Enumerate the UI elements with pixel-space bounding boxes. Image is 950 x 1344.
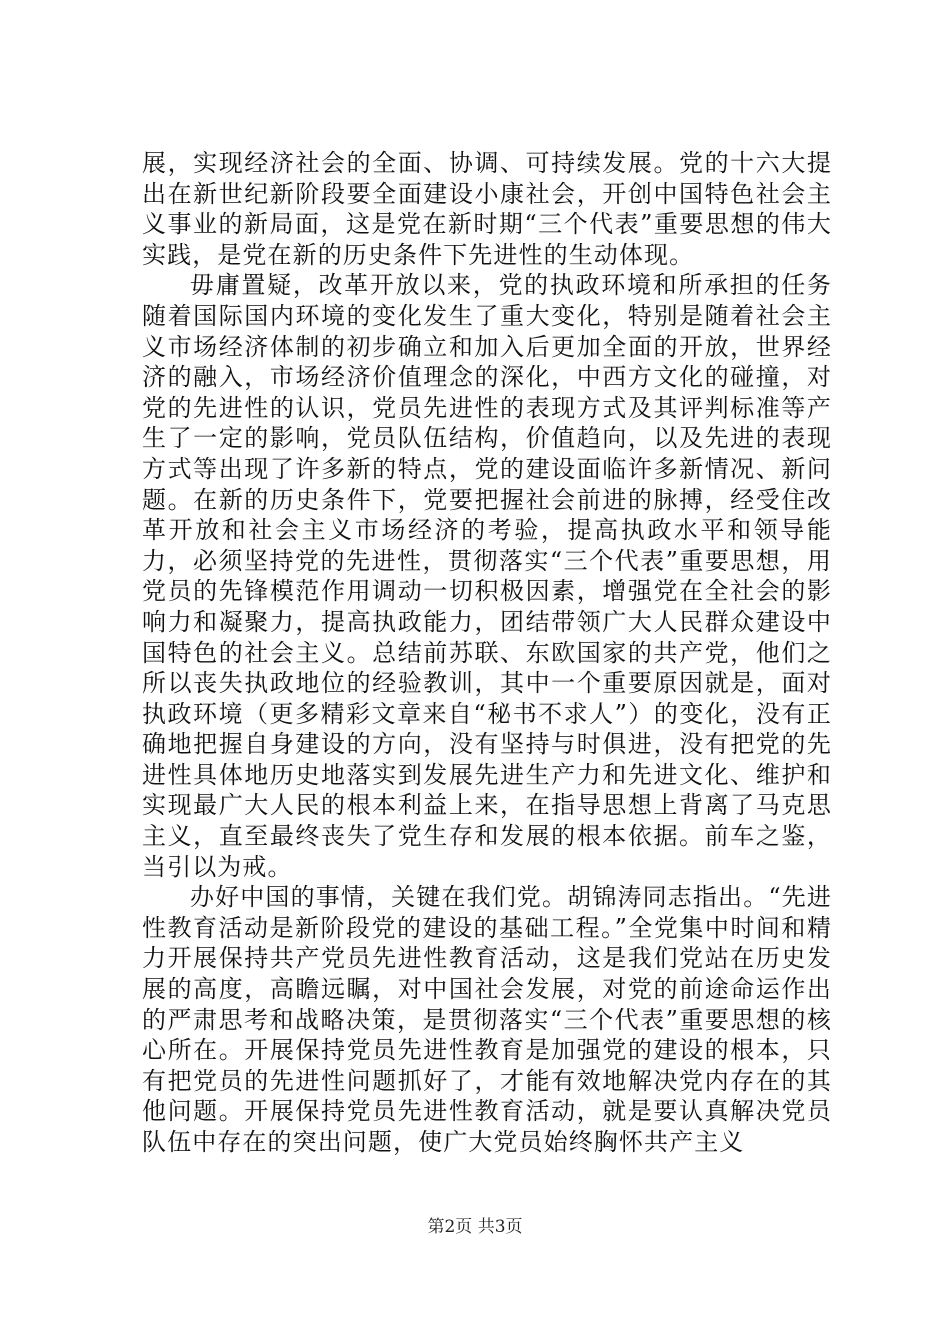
paragraph-2: 毋庸置疑，改革开放以来，党的执政环境和所承担的任务随着国际国内环境的变化发生了重大变化，特别是随着社会主义市场经济体制的初步确立和加入后更加全面的开放，世界经济的融入，市场经济价值理念的深化，中西方文化的碰撞，对党的先进性的认识，党员先进性的表现方式及其评判标准等产生了一定的影响，党员队伍结构，价值趋向，以及先进的表现方式等出现了许多新的特点，党的建设面临许多新情况、新问题。在新的历史条件下，党要把握社会前进的脉搏，经受住改革开放和社会主义市场经济的考验，提高执政水平和领导能力，必须坚持党的先进性，贯彻落实“三个代表”重要思想，用党员的先锋模范作用调动一切积极因素，增强党在全社会的影响力和凝聚力，提高执政能力，团结带领广大人民群众建设中国特色的社会主义。总结前苏联、东欧国家的共产党，他们之所以丧失执政地位的经验教训，其中一个重要原因就是，面对执政环境（更多精彩文章来自“秘书不求人”）的变化，没有正确地把握自身建设的方向，没有坚持与时俱进，没有把党的先进性具体地历史地落实到发展先进生产力和先进文化、维护和实现最广大人民的根本利益上来，在指导思想上背离了马克思主义，直至最终丧失了党生存和发展的根本依据。前车之鉴，当引以为戒。 (142, 271, 832, 881)
page-footer: 第2页 共3页 (427, 1217, 523, 1237)
paragraph-3: 办好中国的事情，关键在我们党。胡锦涛同志指出。“先进性教育活动是新阶段党的建设的基础工程。”全党集中时间和精力开展保持共产党员先进性教育活动，这是我们党站在历史发展的高度，高瞻远瞩，对中国社会发展，对党的前途命运作出的严肃思考和战略决策，是贯彻落实“三个代表”重要思想的核心所在。开展保持党员先进性教育是加强党的建设的根本，只有把党员的先进性问题抓好了，才能有效地解决党内存在的其他问题。开展保持党员先进性教育活动，就是要认真解决党员队伍中存在的突出问题，使广大党员始终胸怀共产主义 (142, 883, 832, 1156)
paragraph-1: 展，实现经济社会的全面、协调、可持续发展。党的十六大提出在新世纪新阶段要全面建设小康社会，开创中国特色社会主义事业的新局面，这是党在新时期“三个代表”重要思想的伟大实践，是党在新的历史条件下先进性的生动体现。 (142, 149, 832, 269)
body-text (142, 148, 832, 1158)
